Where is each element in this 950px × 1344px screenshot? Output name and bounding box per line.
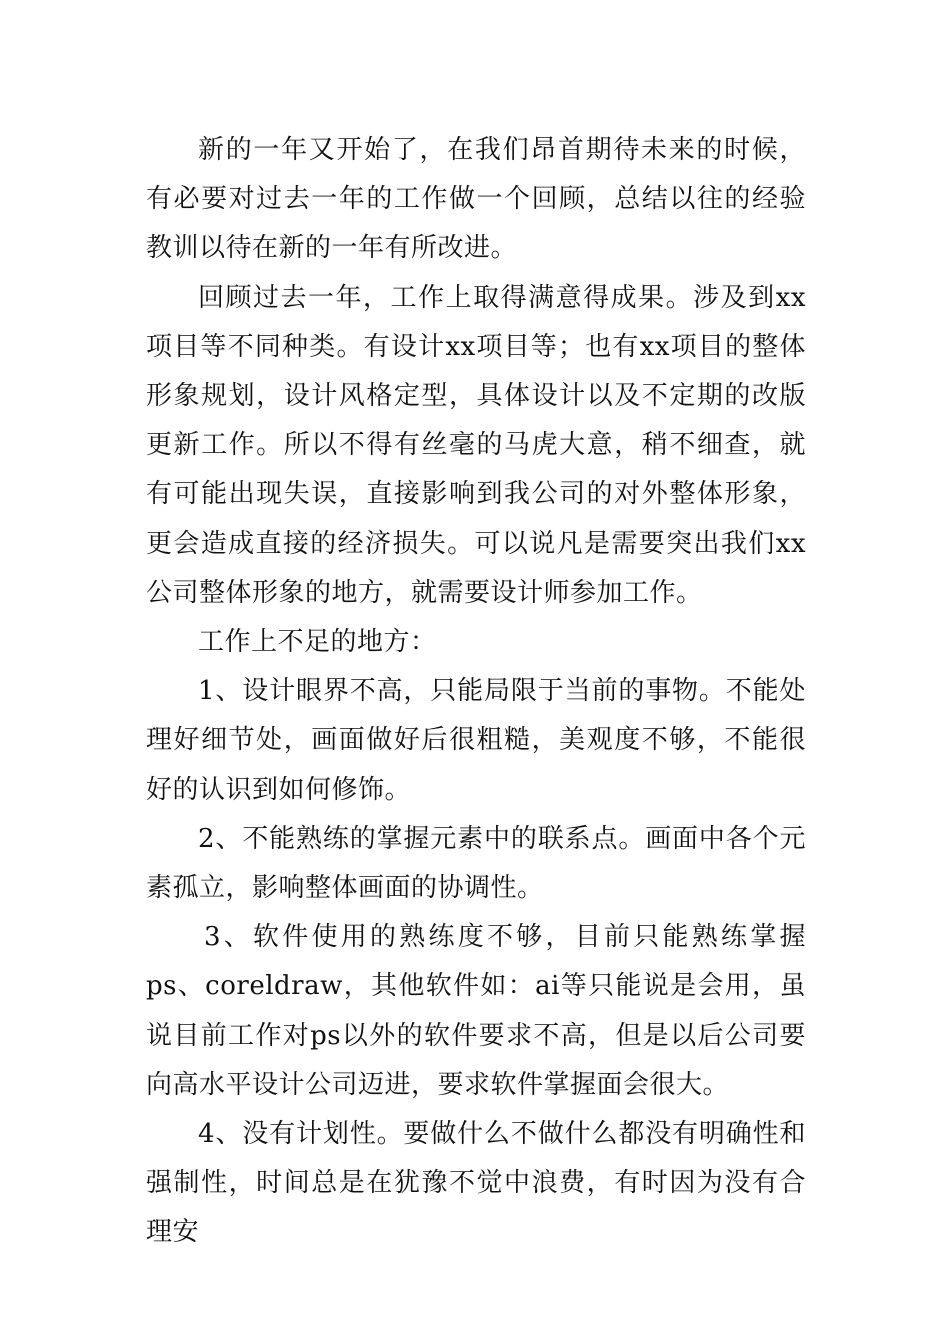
paragraph-point-1: 1、设计眼界不高，只能局限于当前的事物。不能处理好细节处，画面做好后很粗糙，美观度不够，不能很好的认识到如何修饰。 (146, 676, 806, 805)
paragraph-shortcomings-heading: 工作上不足的地方： (198, 627, 437, 658)
paragraph-point-4: 4、没有计划性。要做什么不做什么都没有明确性和强制性，时间总是在犹豫不觉中浪费，有时因为没有合理安 (146, 1119, 806, 1248)
paragraph-point-3: 3、软件使用的熟练度不够，目前只能熟练掌握ps、coreldraw，其他软件如：ai等只能说是会用，虽说目前工作对ps以外的软件要求不高，但是以后公司要向高水平设计公司迈进，要求软件掌握面会很大。 (146, 922, 806, 1100)
paragraph-intro: 新的一年又开始了，在我们昂首期待未来的时候，有必要对过去一年的工作做一个回顾，总结以往的经验教训以待在新的一年有所改进。 (146, 135, 806, 264)
paragraph-review: 回顾过去一年，工作上取得满意得成果。涉及到xx项目等不同种类。有设计xx项目等；也有xx项目的整体形象规划，设计风格定型，具体设计以及不定期的改版更新工作。所以不得有丝毫的马虎大意，稍不细查，就有可能出现失误，直接影响到我公司的对外整体形象，更会造成直接的经济损失。可以说凡是需要突出我们xx公司整体形象的地方，就需要设计师参加工作。 (146, 282, 806, 608)
paragraph-point-2: 2、不能熟练的掌握元素中的联系点。画面中各个元素孤立，影响整体画面的协调性。 (146, 823, 806, 904)
document-body (146, 126, 806, 1258)
